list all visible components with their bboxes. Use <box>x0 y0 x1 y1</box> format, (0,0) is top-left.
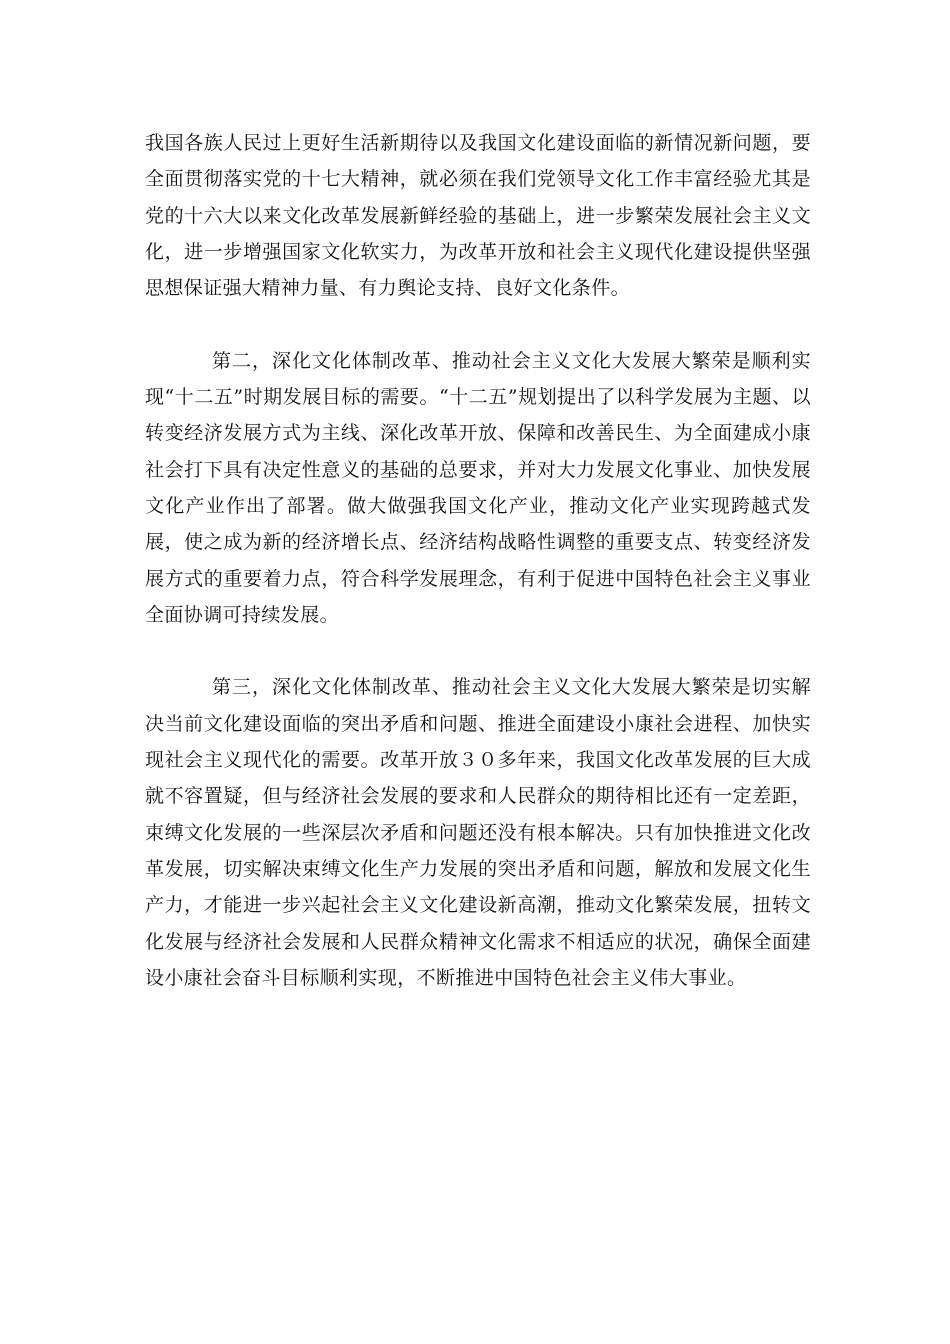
document-body <box>145 125 811 996</box>
paragraph-3: 第三，深化文化体制改革、推动社会主义文化大发展大繁荣是切实解决当前文化建设面临的突出矛盾和问题、推进全面建设小康社会进程、加快实现社会主义现代化的需要。改革开放３０多年来，我国文化改革发展的巨大成就不容置疑，但与经济社会发展的要求和人民群众的期待相比还有一定差距，束缚文化发展的一些深层次矛盾和问题还没有根本解决。只有加快推进文化改革发展，切实解决束缚文化生产力发展的突出矛盾和问题，解放和发展文化生产力，才能进一步兴起社会主义文化建设新高潮，推动文化繁荣发展，扭转文化发展与经济社会发展和人民群众精神文化需求不相适应的状况，确保全面建设小康社会奋斗目标顺利实现，不断推进中国特色社会主义伟大事业。 <box>145 676 811 989</box>
paragraph-2: 第二，深化文化体制改革、推动社会主义文化大发展大繁荣是顺利实现“十二五”时期发展目标的需要。“十二五”规划提出了以科学发展为主题、以转变经济发展方式为主线、深化改革开放、保障和改善民生、为全面建成小康社会打下具有决定性意义的基础的总要求，并对大力发展文化事业、加快发展文化产业作出了部署。做大做强我国文化产业，推动文化产业实现跨越式发展，使之成为新的经济增长点、经济结构战略性调整的重要支点、转变经济发展方式的重要着力点，符合科学发展理念，有利于促进中国特色社会主义事业全面协调可持续发展。 <box>145 349 811 626</box>
paragraph-1: 我国各族人民过上更好生活新期待以及我国文化建设面临的新情况新问题，要全面贯彻落实党的十七大精神，就必须在我们党领导文化工作丰富经验尤其是党的十六大以来文化改革发展新鲜经验的基础上，进一步繁荣发展社会主义文化，进一步增强国家文化软实力，为改革开放和社会主义现代化建设提供坚强思想保证强大精神力量、有力舆论支持、良好文化条件。 <box>145 132 811 300</box>
